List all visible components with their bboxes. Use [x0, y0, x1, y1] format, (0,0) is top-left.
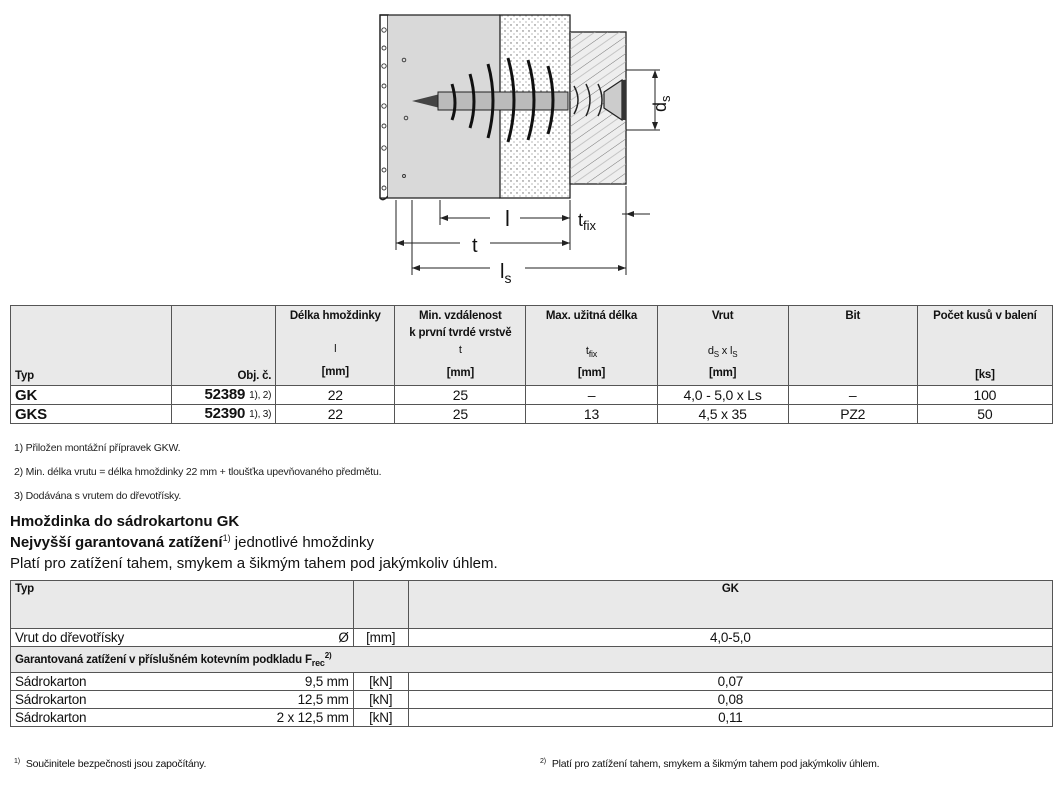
cell-minvzd: 25	[395, 405, 526, 424]
table-header-row	[11, 581, 1053, 629]
cell-typ: GK	[11, 386, 172, 405]
table-row	[11, 673, 1053, 691]
cell-obj: 52390 $^{1), 3)}$	[172, 405, 276, 424]
cell-vrut-value: 4,0-5,0	[408, 629, 1052, 647]
cell-material: Sádrokarton 2 x 12,5 mm	[11, 709, 354, 727]
header-bit: Bit	[788, 306, 917, 386]
header-typ: Typ	[11, 306, 172, 386]
cell-value: 0,08	[408, 691, 1052, 709]
label-ls: $l_s$	[500, 261, 512, 286]
cell-vrut-label: Vrut do dřevotřísky Ø	[11, 629, 354, 647]
footnote-load-1: $^{1)}$ Součinitele bezpečnosti jsou započítány.	[14, 758, 207, 770]
table-subheader-row	[11, 647, 1053, 673]
footnote-2: 2) Min. délka vrutu = délka hmoždinky 22 mm + tloušťka upevňovaného předmětu.	[14, 466, 382, 478]
table-row	[11, 691, 1053, 709]
cell-vrut: 4,5 x 35	[657, 405, 788, 424]
header-typ: Typ	[11, 581, 354, 629]
cell-pocet: 100	[917, 386, 1052, 405]
footnote-3: 3) Dodávána s vrutem do dřevotřísky.	[14, 490, 182, 502]
header-min-vzdalenost: Min. vzdálenost k první tvrdé vrstvě t [mm]	[395, 306, 526, 386]
section-description: Platí pro zatížení tahem, smykem a šikmým tahem pod jakýmkoliv úhlem.	[10, 555, 498, 572]
table-row	[11, 709, 1053, 727]
cell-delka: 22	[276, 386, 395, 405]
table-header-row	[11, 306, 1053, 386]
footnote-1: 1) Přiložen montážní přípravek GKW.	[14, 442, 181, 454]
cell-material: Sádrokarton 12,5 mm	[11, 691, 354, 709]
cell-obj: 52389 $^{1), 2)}$	[172, 386, 276, 405]
cell-minvzd: 25	[395, 386, 526, 405]
header-empty	[353, 581, 408, 629]
cell-vrut: 4,0 - 5,0 x Ls	[657, 386, 788, 405]
header-vrut: Vrut $d_S$ x $l_S$ [mm]	[657, 306, 788, 386]
section-title: Hmoždinka do sádrokartonu GK	[10, 513, 240, 530]
cell-unit: [kN]	[353, 673, 408, 691]
cell-value: 0,07	[408, 673, 1052, 691]
header-max-uzitna: Max. užitná délka $t_{fix}$ [mm]	[526, 306, 657, 386]
cell-typ: GKS	[11, 405, 172, 424]
cell-vrut-unit: [mm]	[353, 629, 408, 647]
cell-unit: [kN]	[353, 691, 408, 709]
cell-value: 0,11	[408, 709, 1052, 727]
footnote-load-2: $^{2)}$ Platí pro zatížení tahem, smykem a šikmým tahem pod jakýmkoliv úhlem.	[540, 758, 880, 770]
label-tfix: $t_{fix}$	[578, 210, 597, 233]
cell-maxuz: 13	[526, 405, 657, 424]
cell-material: Sádrokarton 9,5 mm	[11, 673, 354, 691]
cell-pocet: 50	[917, 405, 1052, 424]
cell-garantovana: Garantovaná zatížení v příslušném kotevním podkladu $F_{rec}^{2)}$	[11, 647, 1053, 673]
product-table	[10, 305, 1053, 424]
header-delka: Délka hmoždinky l [mm]	[276, 306, 395, 386]
label-ds: $d_s$	[650, 95, 673, 112]
cell-bit: –	[788, 386, 917, 405]
header-pocet: Počet kusů v balení [ks]	[917, 306, 1052, 386]
header-gk: GK	[408, 581, 1052, 629]
cell-unit: [kN]	[353, 709, 408, 727]
anchor-diagram	[360, 0, 720, 290]
header-obj: Obj. č.	[172, 306, 276, 386]
table-row	[11, 386, 1053, 405]
table-row	[11, 629, 1053, 647]
cell-delka: 22	[276, 405, 395, 424]
load-table	[10, 580, 1053, 727]
cell-maxuz: –	[526, 386, 657, 405]
label-t: t	[472, 235, 478, 257]
cell-bit: PZ2	[788, 405, 917, 424]
section-subtitle: Nejvyšší garantovaná zatížení$^{1)}$ jednotlivé hmoždinky	[10, 533, 375, 551]
label-l: l	[505, 206, 510, 231]
table-row	[11, 405, 1053, 424]
